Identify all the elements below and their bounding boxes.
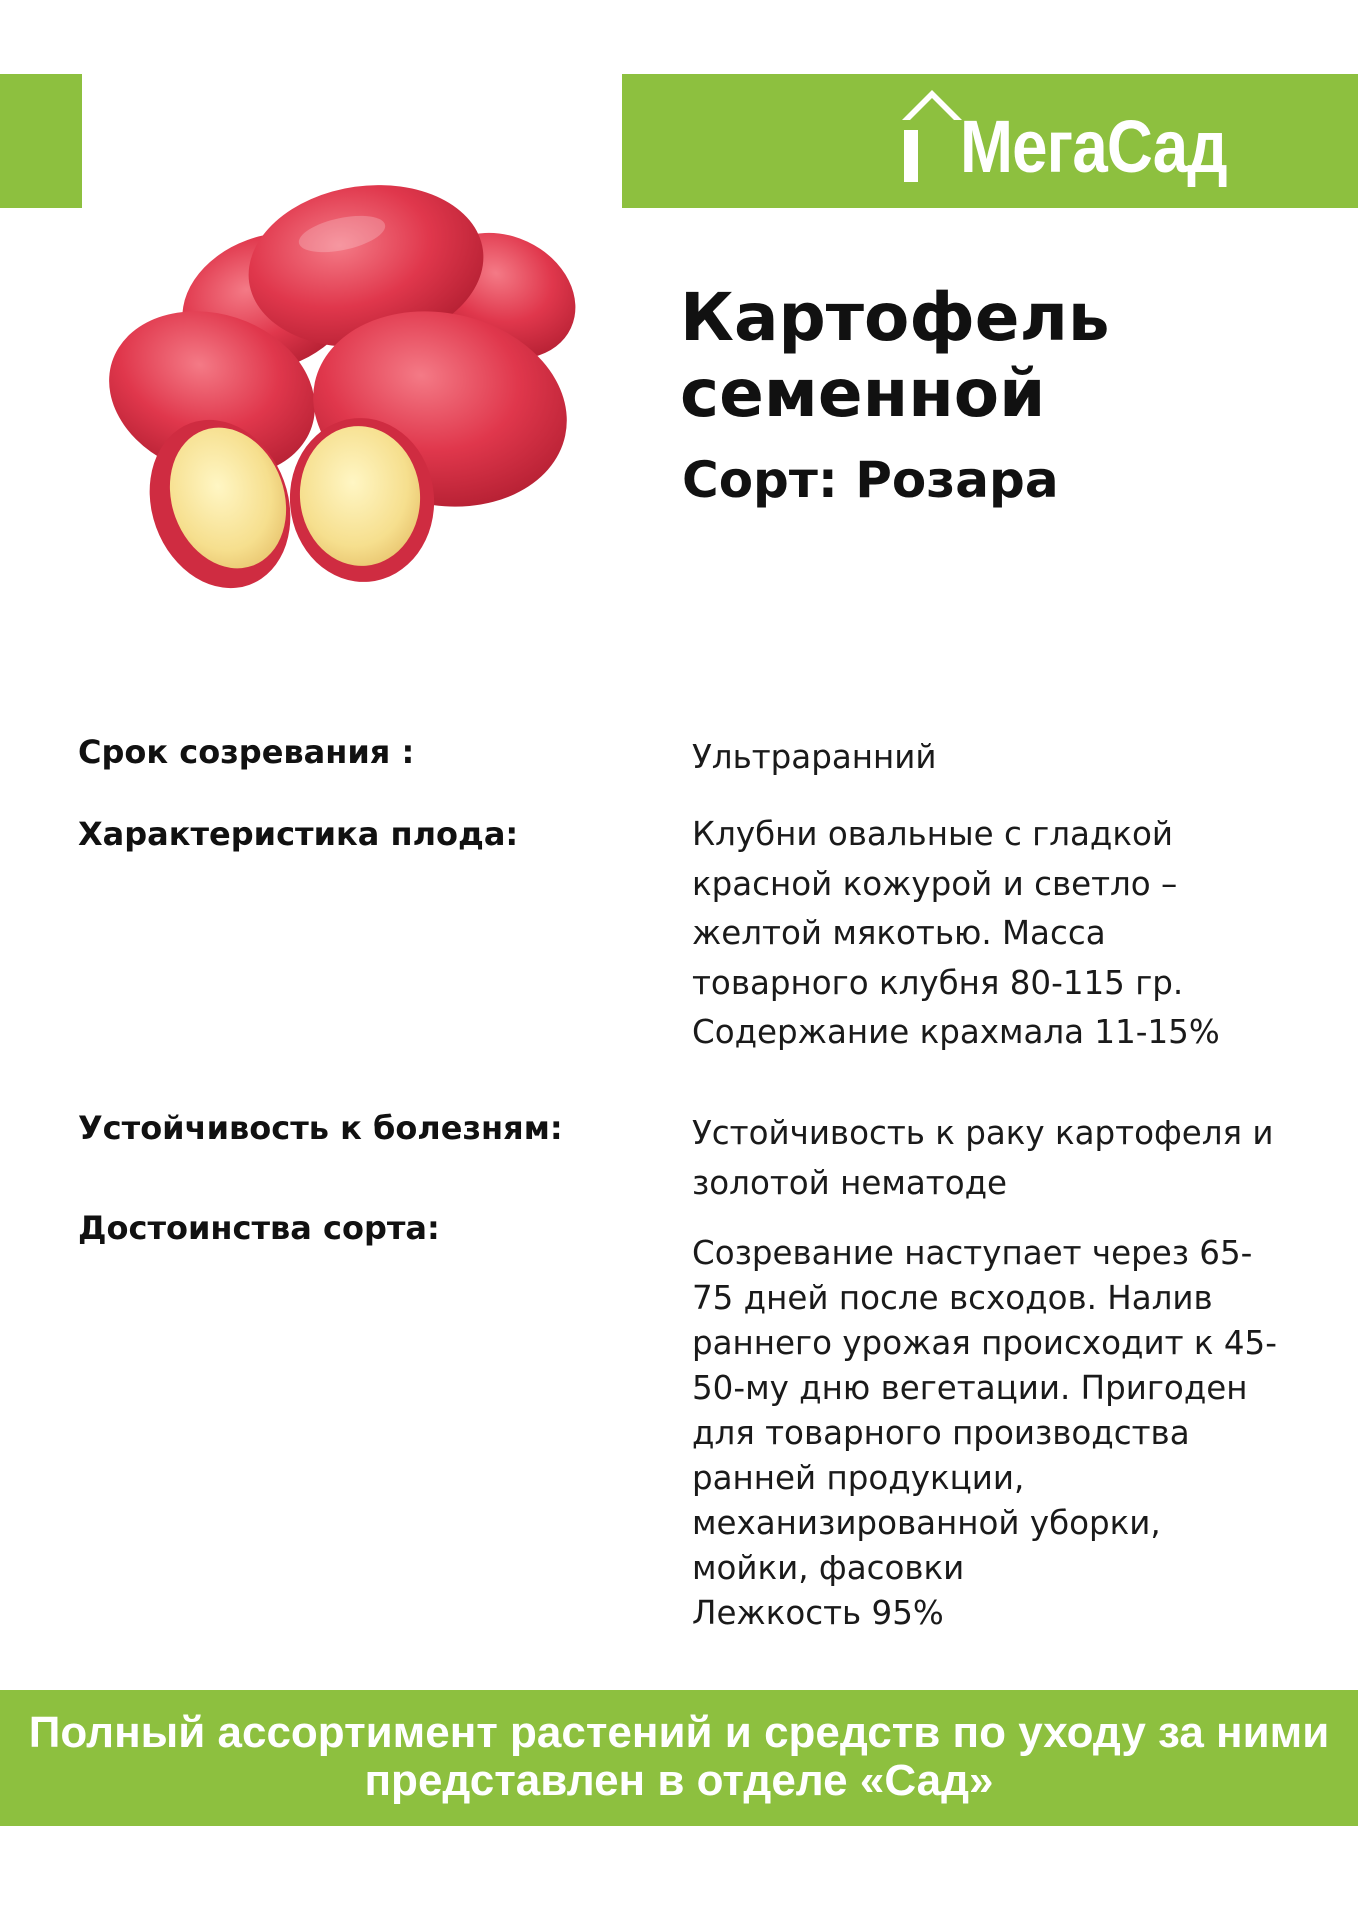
variety-separator: :: [817, 451, 838, 509]
spec-value-advantages: Созревание наступает через 65- 75 дней после всходов. Налив раннего урожая происходит к 45- 50-му дню вегетации. Пригоден для товарного производства ранней продукции, механизированной уборки, мойки, фасовки Лежкость 95%: [692, 1234, 1277, 1632]
potato-icon: [82, 74, 622, 689]
title-line-2: семенной: [680, 355, 1046, 432]
spec-value-fruit: Клубни овальные с гладкой красной кожурой и светло – желтой мякотью. Масса товарного клубня 80-115 гр. Содержание крахмала 11-15%: [692, 815, 1220, 1051]
spec-label-fruit: Характеристика плода:: [78, 815, 519, 853]
footer-text: Полный ассортимент растений и средств по уходу за ними представлен в отделе «Сад»: [28, 1708, 1330, 1805]
spec-value-resistance: Устойчивость к раку картофеля и золотой нематоде: [692, 1114, 1274, 1202]
page-title: [680, 280, 1110, 432]
variety-name: Розара: [855, 451, 1059, 509]
variety-label: Сорт: [682, 451, 818, 509]
spec-label-ripening: Срок созревания :: [78, 733, 415, 771]
spec-label-resistance: Устойчивость к болезням:: [78, 1109, 563, 1147]
variety: [682, 450, 1059, 510]
brand-logo: [900, 86, 1280, 198]
spec-label-advantages: Достоинства сорта:: [78, 1209, 440, 1247]
product-photo: [82, 74, 622, 689]
spec-value-ripening: Ультраранний: [692, 738, 937, 776]
title-line-1: Картофель: [680, 279, 1110, 356]
brand-name: МегаСад: [960, 105, 1227, 188]
